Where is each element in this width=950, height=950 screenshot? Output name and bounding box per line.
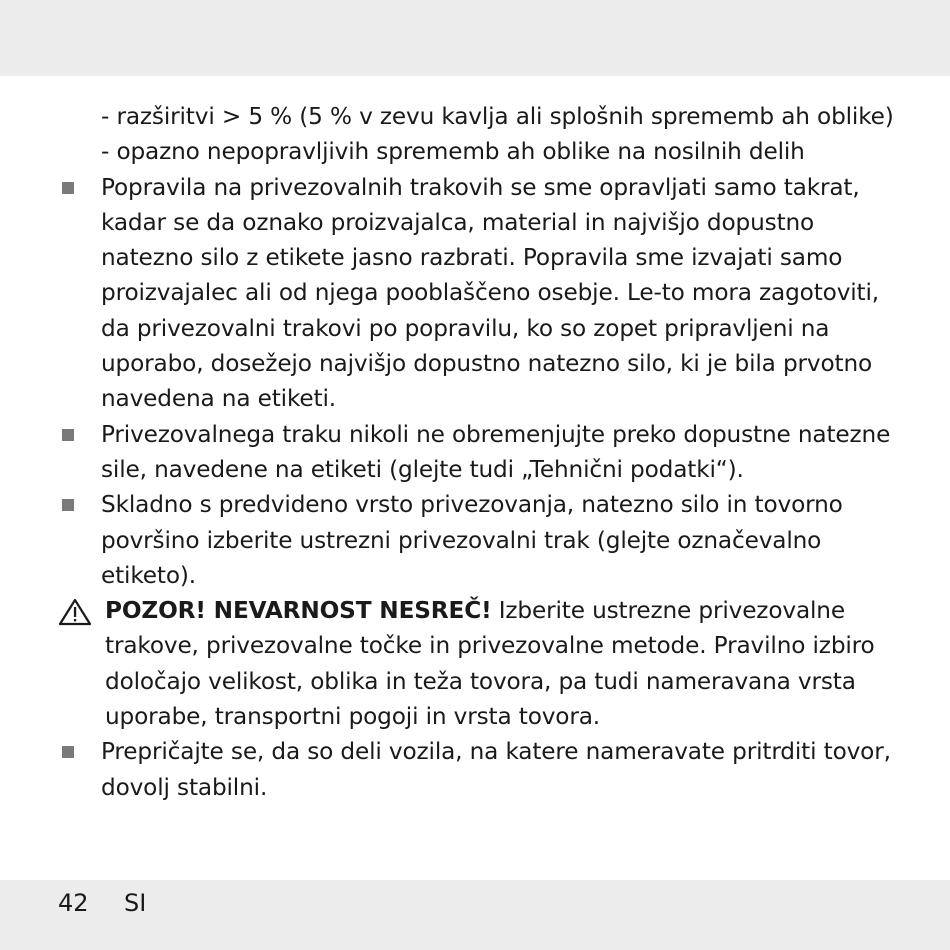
warning-block bbox=[58, 593, 908, 734]
page-number: 42 bbox=[58, 889, 89, 917]
dash-line: - razširitvi > 5 % (5 % v zevu kavlja ali splošnih sprememb ah oblike) bbox=[101, 103, 894, 130]
text-line: Prepričajte se, da so deli vozila, na katere nameravate pritrditi tovor, bbox=[101, 738, 891, 766]
text-line: etiketo). bbox=[101, 561, 197, 589]
text-line: kadar se da oznako proizvajalca, material in najvišjo dopustno bbox=[101, 208, 815, 236]
text-line: proizvajalec ali od njega pooblaščeno osebje. Le-to mora zagotoviti, bbox=[101, 279, 880, 307]
bullet-item-overload bbox=[58, 417, 908, 488]
text-line: navedena na etiketi. bbox=[101, 385, 336, 413]
page-content bbox=[58, 99, 908, 805]
bullet-item-vehicle bbox=[58, 734, 908, 805]
text-line: natezno silo z etikete jasno razbrati. Popravila sme izvajati samo bbox=[101, 244, 843, 272]
warning-first-line bbox=[105, 593, 908, 628]
warning-triangle-icon bbox=[58, 598, 92, 626]
text-line: Skladno s predvideno vrsto privezovanja, natezno silo in tovorno bbox=[101, 491, 843, 519]
square-bullet-icon bbox=[62, 746, 74, 758]
bullet-item-selection bbox=[58, 487, 908, 593]
text-line: trakove, privezovalne točke in privezovalne metode. Pravilno izbiro bbox=[105, 632, 875, 660]
square-bullet-icon bbox=[62, 499, 74, 511]
top-band bbox=[0, 0, 950, 76]
text-line: uporabe, transportni pogoji in vrsta tovora. bbox=[105, 703, 600, 731]
text-line: da privezovalni trakovi po popravilu, ko so zopet pripravljeni na bbox=[101, 314, 830, 342]
page-footer bbox=[58, 885, 146, 921]
text-line: Popravila na privezovalnih trakovih se sme opravljati samo takrat, bbox=[101, 173, 860, 201]
warning-text: Izberite ustrezne privezovalne bbox=[491, 597, 845, 625]
square-bullet-icon bbox=[62, 182, 74, 194]
text-line: določajo velikost, oblika in teža tovora, pa tudi nameravana vrsta bbox=[105, 667, 856, 695]
text-line: uporabo, dosežejo najvišjo dopustno natezno silo, ki je bila prvotno bbox=[101, 350, 873, 378]
text-line: sile, navedene na etiketi (glejte tudi „Tehnični podatki“). bbox=[101, 455, 744, 483]
square-bullet-icon bbox=[62, 429, 74, 441]
language-code: SI bbox=[124, 889, 147, 917]
text-line: površino izberite ustrezni privezovalni trak (glejte označevalno bbox=[101, 526, 822, 554]
text-line: dovolj stabilni. bbox=[101, 773, 268, 801]
warning-heading: POZOR! NEVARNOST NESREČ! bbox=[105, 597, 492, 625]
text-line: Privezovalnega traku nikoli ne obremenjujte preko dopustne natezne bbox=[101, 420, 891, 448]
bullet-item-repairs bbox=[58, 170, 908, 417]
dash-line: - opazno nepopravljivih sprememb ah oblike na nosilnih delih bbox=[101, 138, 805, 166]
